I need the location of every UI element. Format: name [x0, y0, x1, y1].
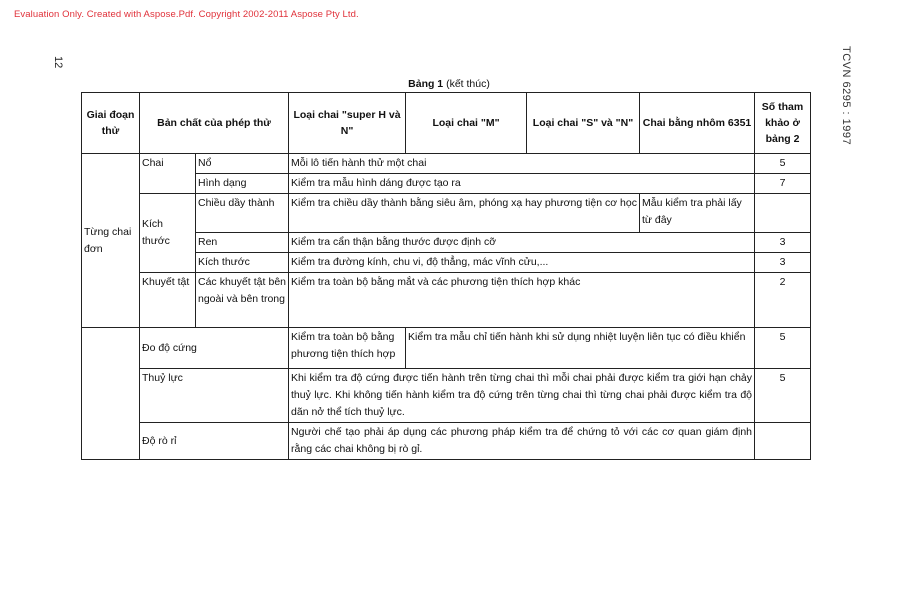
stage-empty-cell [82, 328, 140, 460]
table-row [82, 194, 811, 233]
cell-do-cung: Đo độ cứng [140, 328, 289, 369]
cell-khuyet-tat-ref: 2 [755, 273, 811, 328]
cell-chieu-day-ref [755, 194, 811, 233]
cell-no-text: Mỗi lô tiến hành thử một chai [289, 154, 755, 174]
cell-thuy-luc-ref: 5 [755, 369, 811, 423]
table-row [82, 369, 811, 423]
cell-no: Nổ [196, 154, 289, 174]
cell-kich-thuoc: Kích thước [196, 253, 289, 273]
caption-suffix: (kết thúc) [446, 78, 490, 90]
cell-do-cung-ref: 5 [755, 328, 811, 369]
header-row [82, 93, 811, 154]
table-caption [0, 78, 898, 90]
table-row [82, 154, 811, 174]
stage-each-cell: Từng chai đơn [82, 154, 140, 328]
table-row [82, 273, 811, 328]
caption-title: Bảng 1 [408, 78, 444, 90]
cell-kich-thuoc-group: Kích thước [140, 194, 196, 273]
header-m: Loại chai "M" [406, 93, 527, 154]
cell-chieu-day: Chiều dầy thành [196, 194, 289, 233]
cell-khuyet-tat-text: Kiểm tra toàn bộ bằng mắt và các phương tiện thích hợp khác [289, 273, 755, 328]
evaluation-watermark: Evaluation Only. Created with Aspose.Pdf. Copyright 2002-2011 Aspose Pty Ltd. [14, 9, 359, 20]
cell-ren-text: Kiểm tra cẩn thận bằng thước được định cỡ [289, 233, 755, 253]
cell-thuy-luc-text: Khi kiểm tra độ cứng được tiến hành trên từng chai thì mỗi chai phải được kiểm tra giới hạn chảy thuỷ lực. Khi không tiến hành kiểm tra độ cứng trên từng chai thì từng chai phải được kiểm tra độ dãn nở thể tích thuỷ lực. [289, 369, 755, 423]
cell-ro-ri-ref [755, 423, 811, 460]
cell-ro-ri-text: Người chế tạo phải áp dụng các phương pháp kiểm tra để chứng tỏ với các cơ quan giám định rằng các chai không bị rò gỉ. [289, 423, 755, 460]
header-stage: Giai đoạn thử [82, 93, 140, 154]
header-superh: Loại chai "super H và N" [289, 93, 406, 154]
cell-no-ref: 5 [755, 154, 811, 174]
cell-hinh-dang-text: Kiểm tra mẫu hình dáng được tạo ra [289, 174, 755, 194]
cell-chieu-day-nhom: Mẫu kiểm tra phải lấy từ đây [640, 194, 755, 233]
cell-do-cung-text: Kiểm tra mẫu chỉ tiến hành khi sử dụng nhiệt luyện liên tục có điều khiển [406, 328, 755, 369]
cell-kich-thuoc-text: Kiểm tra đường kính, chu vi, độ thẳng, mác vĩnh cửu,... [289, 253, 755, 273]
test-table [81, 92, 811, 460]
header-ref: Số tham khảo ở bảng 2 [755, 93, 811, 154]
header-nature: Bản chất của phép thử [140, 93, 289, 154]
cell-ro-ri: Độ rò rỉ [140, 423, 289, 460]
cell-do-cung-superh: Kiểm tra toàn bộ bằng phương tiện thích hợp [289, 328, 406, 369]
standard-code: TCVN 6295 : 1997 [840, 46, 852, 146]
page-number: 12 [52, 56, 64, 69]
cell-khuyet-tat-sub: Các khuyết tật bên ngoài và bên trong [196, 273, 289, 328]
header-aluminium: Chai bằng nhôm 6351 [640, 93, 755, 154]
table-row [82, 328, 811, 369]
cell-hinh-dang: Hình dạng [196, 174, 289, 194]
cell-ren-ref: 3 [755, 233, 811, 253]
cell-thuy-luc: Thuỷ lực [140, 369, 289, 423]
cell-chieu-day-text: Kiểm tra chiều dầy thành bằng siêu âm, phóng xạ hay phương tiện cơ học [289, 194, 640, 233]
cell-khuyet-tat: Khuyết tật [140, 273, 196, 328]
header-s-n: Loại chai "S" và "N" [527, 93, 640, 154]
cell-kich-thuoc-ref: 3 [755, 253, 811, 273]
cell-hinh-dang-ref: 7 [755, 174, 811, 194]
cell-chai: Chai [140, 154, 196, 194]
cell-ren: Ren [196, 233, 289, 253]
table-row [82, 423, 811, 460]
